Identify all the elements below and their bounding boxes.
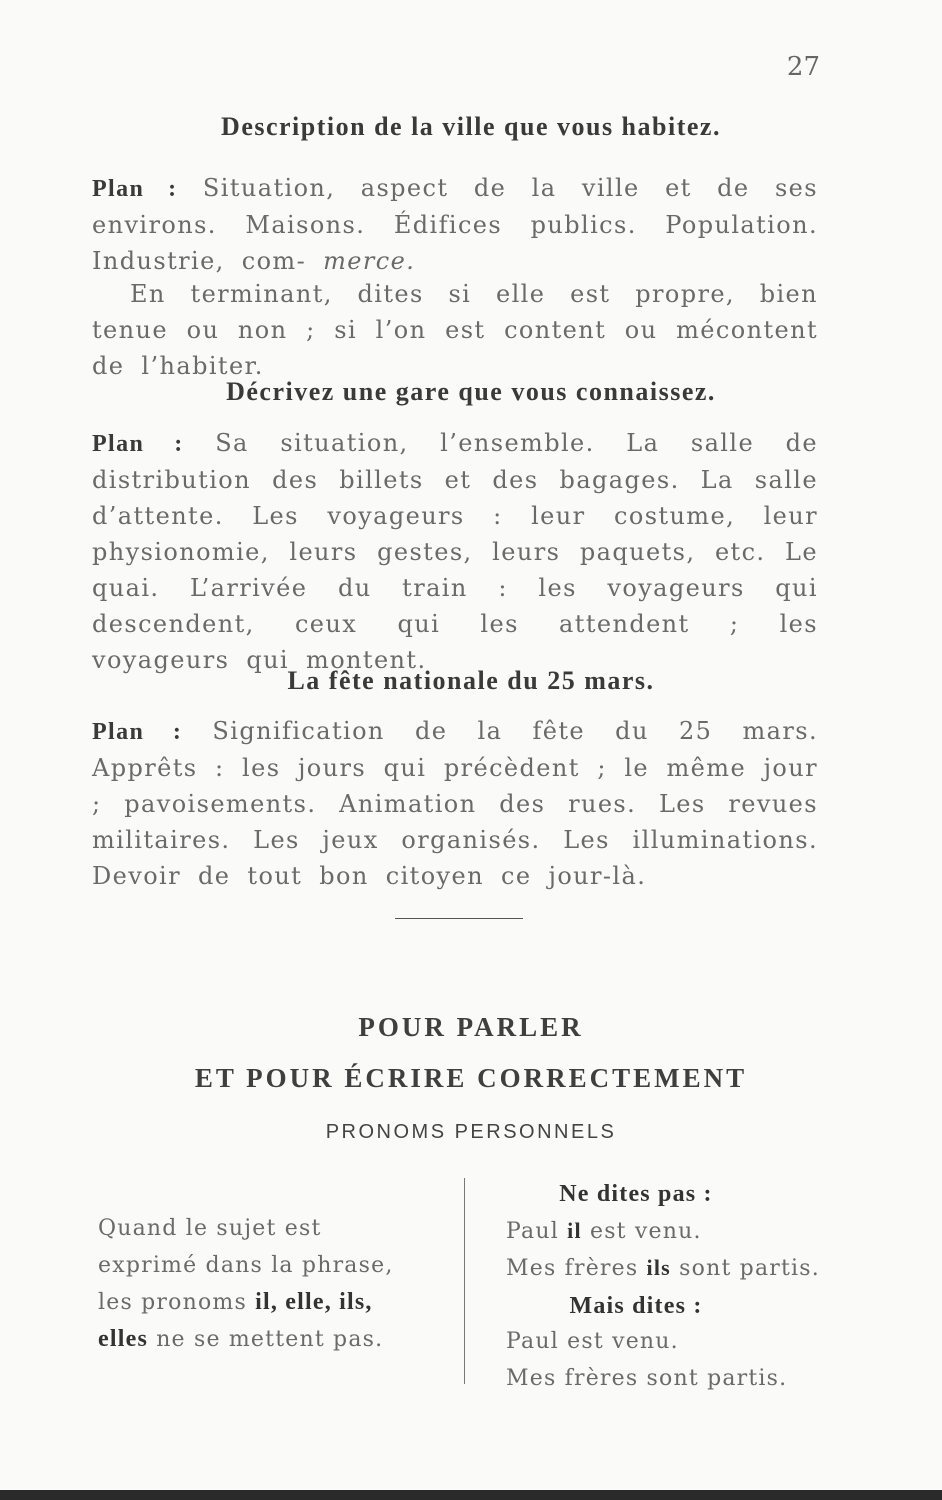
example-bold-pronoun: il — [567, 1217, 582, 1243]
grammar-rule — [98, 1210, 428, 1358]
plan-label: Plan : — [92, 431, 184, 457]
plan-text: Situation, aspect de la ville et de ses environs. Maisons. Édifices publics. Population. Industrie, com- — [92, 174, 818, 275]
plan-text-italic: merce. — [323, 247, 416, 275]
column-divider — [464, 1178, 465, 1384]
example-text: Mes frères — [506, 1256, 639, 1281]
wrong-example-1 — [506, 1213, 826, 1251]
section-title-fete: La fête nationale du 25 mars. — [287, 666, 655, 695]
example-text: est venu. — [589, 1218, 702, 1244]
section-plan-fete — [92, 713, 818, 894]
section-plan-gare — [92, 425, 818, 678]
grammar-title-line1: POUR PARLER — [358, 1012, 584, 1042]
section-title-gare: Décrivez une gare que vous connaissez. — [226, 377, 716, 406]
example-text: sont partis. — [679, 1256, 820, 1281]
rule-text-pre: Quand le sujet est exprimé dans la phrase, les pronoms — [98, 1216, 394, 1315]
grammar-examples — [506, 1176, 826, 1397]
plan-text: Sa situation, l’ensemble. La salle de distribution des billets et des bagages. La salle d’attente. Les voyageurs : leur costume, leur physionomie, leurs gestes, leurs paquets, etc. Le quai. L’arrivée du train : les voyageurs qui descendent, ceux qui les attendent ; les voyageurs qui montent. — [92, 429, 818, 674]
plan-label: Plan : — [92, 719, 183, 745]
plan-text: Signification de la fête du 25 mars. Apprêts : les jours qui précèdent ; le même jour ; pavoisements. Animation des rues. Les revues militaires. Les jeux organisés. Les illuminations. Devoir de tout bon citoyen ce jour-là. — [92, 717, 818, 890]
right-example-1: Paul est venu. — [506, 1329, 679, 1354]
section-title-ville: Description de la ville que vous habitez. — [221, 112, 721, 141]
example-text: Paul — [506, 1218, 559, 1244]
plan-label: Plan : — [92, 176, 178, 202]
scan-bottom-edge — [0, 1490, 942, 1500]
right-example-2: Mes frères sont partis. — [506, 1365, 788, 1391]
example-bold-pronoun: ils — [646, 1255, 671, 1280]
rule-pronouns: il, elle, ils, elles — [98, 1289, 373, 1352]
right-heading: Mais dites : — [569, 1292, 703, 1319]
wrong-example-2 — [506, 1250, 826, 1288]
wrong-heading: Ne dites pas : — [559, 1181, 713, 1207]
grammar-title-line2: ET POUR ÉCRIRE CORRECTEMENT — [194, 1063, 748, 1093]
section-closing-ville: En terminant, dites si elle est propre, bien tenue ou non ; si l’on est content ou mécontent de l’habiter. — [92, 280, 818, 380]
section-plan-ville — [92, 170, 818, 279]
rule-text-post: ne se mettent pas. — [156, 1327, 384, 1352]
grammar-subtitle: PRONOMS PERSONNELS — [325, 1121, 617, 1143]
page-number: 27 — [786, 52, 820, 82]
section-divider — [395, 918, 523, 919]
